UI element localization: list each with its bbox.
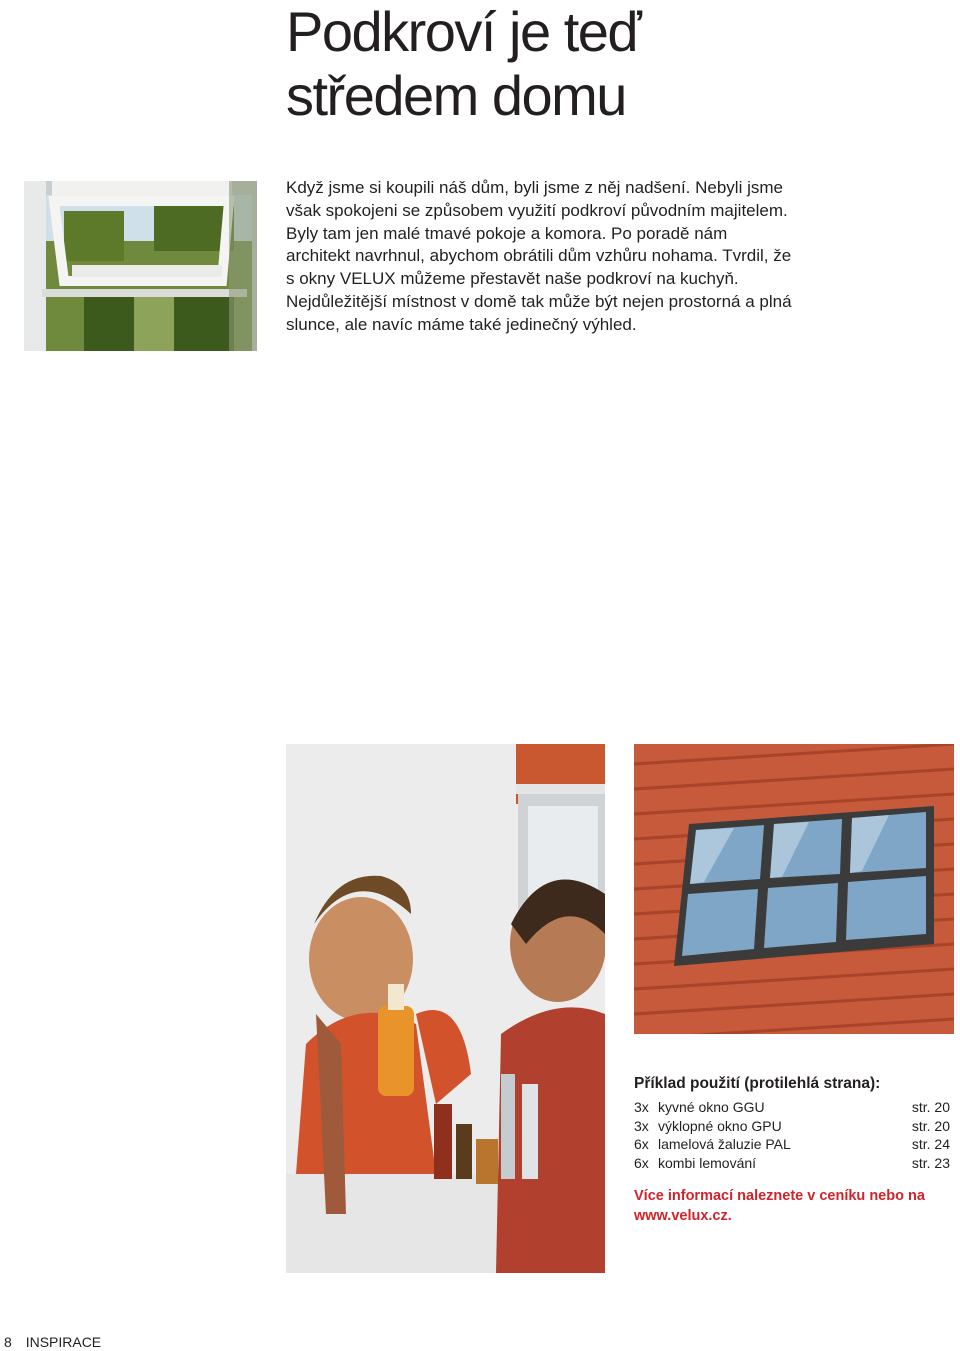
kitchen-couple-photo xyxy=(286,744,605,1273)
table-row xyxy=(634,1154,950,1173)
item-page: str. 20 xyxy=(911,1117,950,1134)
intro-paragraph: Když jsme si koupili náš dům, byli jsme z něj nadšení. Nebyli jsme však spokojeni se způsobem využití podkroví původním majitelem. Byly tam jen malé tmavé pokoje a komora. Po poradě nám architekt navrhnul, abychom obrátili dům vzhůru nohama. Tvrdil, že s okny VELUX můžeme přestavět naše podkroví na kuchyň. Nejdůležitější místnost v domě tak může být nejen prostorná a plná slunce, ale navíc máme také jedinečný výhled. xyxy=(286,178,792,334)
item-name: kyvné okno GGU xyxy=(658,1099,765,1115)
page-title-line-2: středem domu xyxy=(286,64,626,127)
usage-example-table xyxy=(634,1098,950,1172)
item-name: výklopné okno GPU xyxy=(658,1117,782,1134)
item-page: str. 20 xyxy=(911,1099,950,1115)
item-name: kombi lemování xyxy=(658,1154,757,1171)
item-quantity: 3x xyxy=(634,1099,649,1115)
table-row xyxy=(634,1098,950,1117)
table-row xyxy=(634,1117,950,1136)
roof-window-view-photo xyxy=(24,181,257,351)
item-quantity: 6x xyxy=(634,1154,649,1171)
table-row xyxy=(634,1135,950,1154)
item-quantity: 6x xyxy=(634,1136,649,1152)
more-info-note: Více informací naleznete v ceníku nebo na www.velux.cz. xyxy=(634,1188,925,1224)
page-title xyxy=(286,0,926,128)
item-page: str. 23 xyxy=(911,1154,950,1171)
usage-example-heading: Příklad použití (protilehlá strana): xyxy=(634,1075,881,1092)
usage-example xyxy=(634,1074,950,1172)
item-quantity: 3x xyxy=(634,1117,649,1134)
item-name: lamelová žaluzie PAL xyxy=(658,1136,791,1152)
item-page: str. 24 xyxy=(911,1136,950,1152)
page-title-line-1: Podkroví je teď xyxy=(286,0,641,63)
page-footer xyxy=(4,1333,101,1351)
section-label: INSPIRACE xyxy=(25,1334,102,1350)
roof-windows-photo xyxy=(634,744,954,1034)
page-number: 8 xyxy=(4,1334,12,1350)
